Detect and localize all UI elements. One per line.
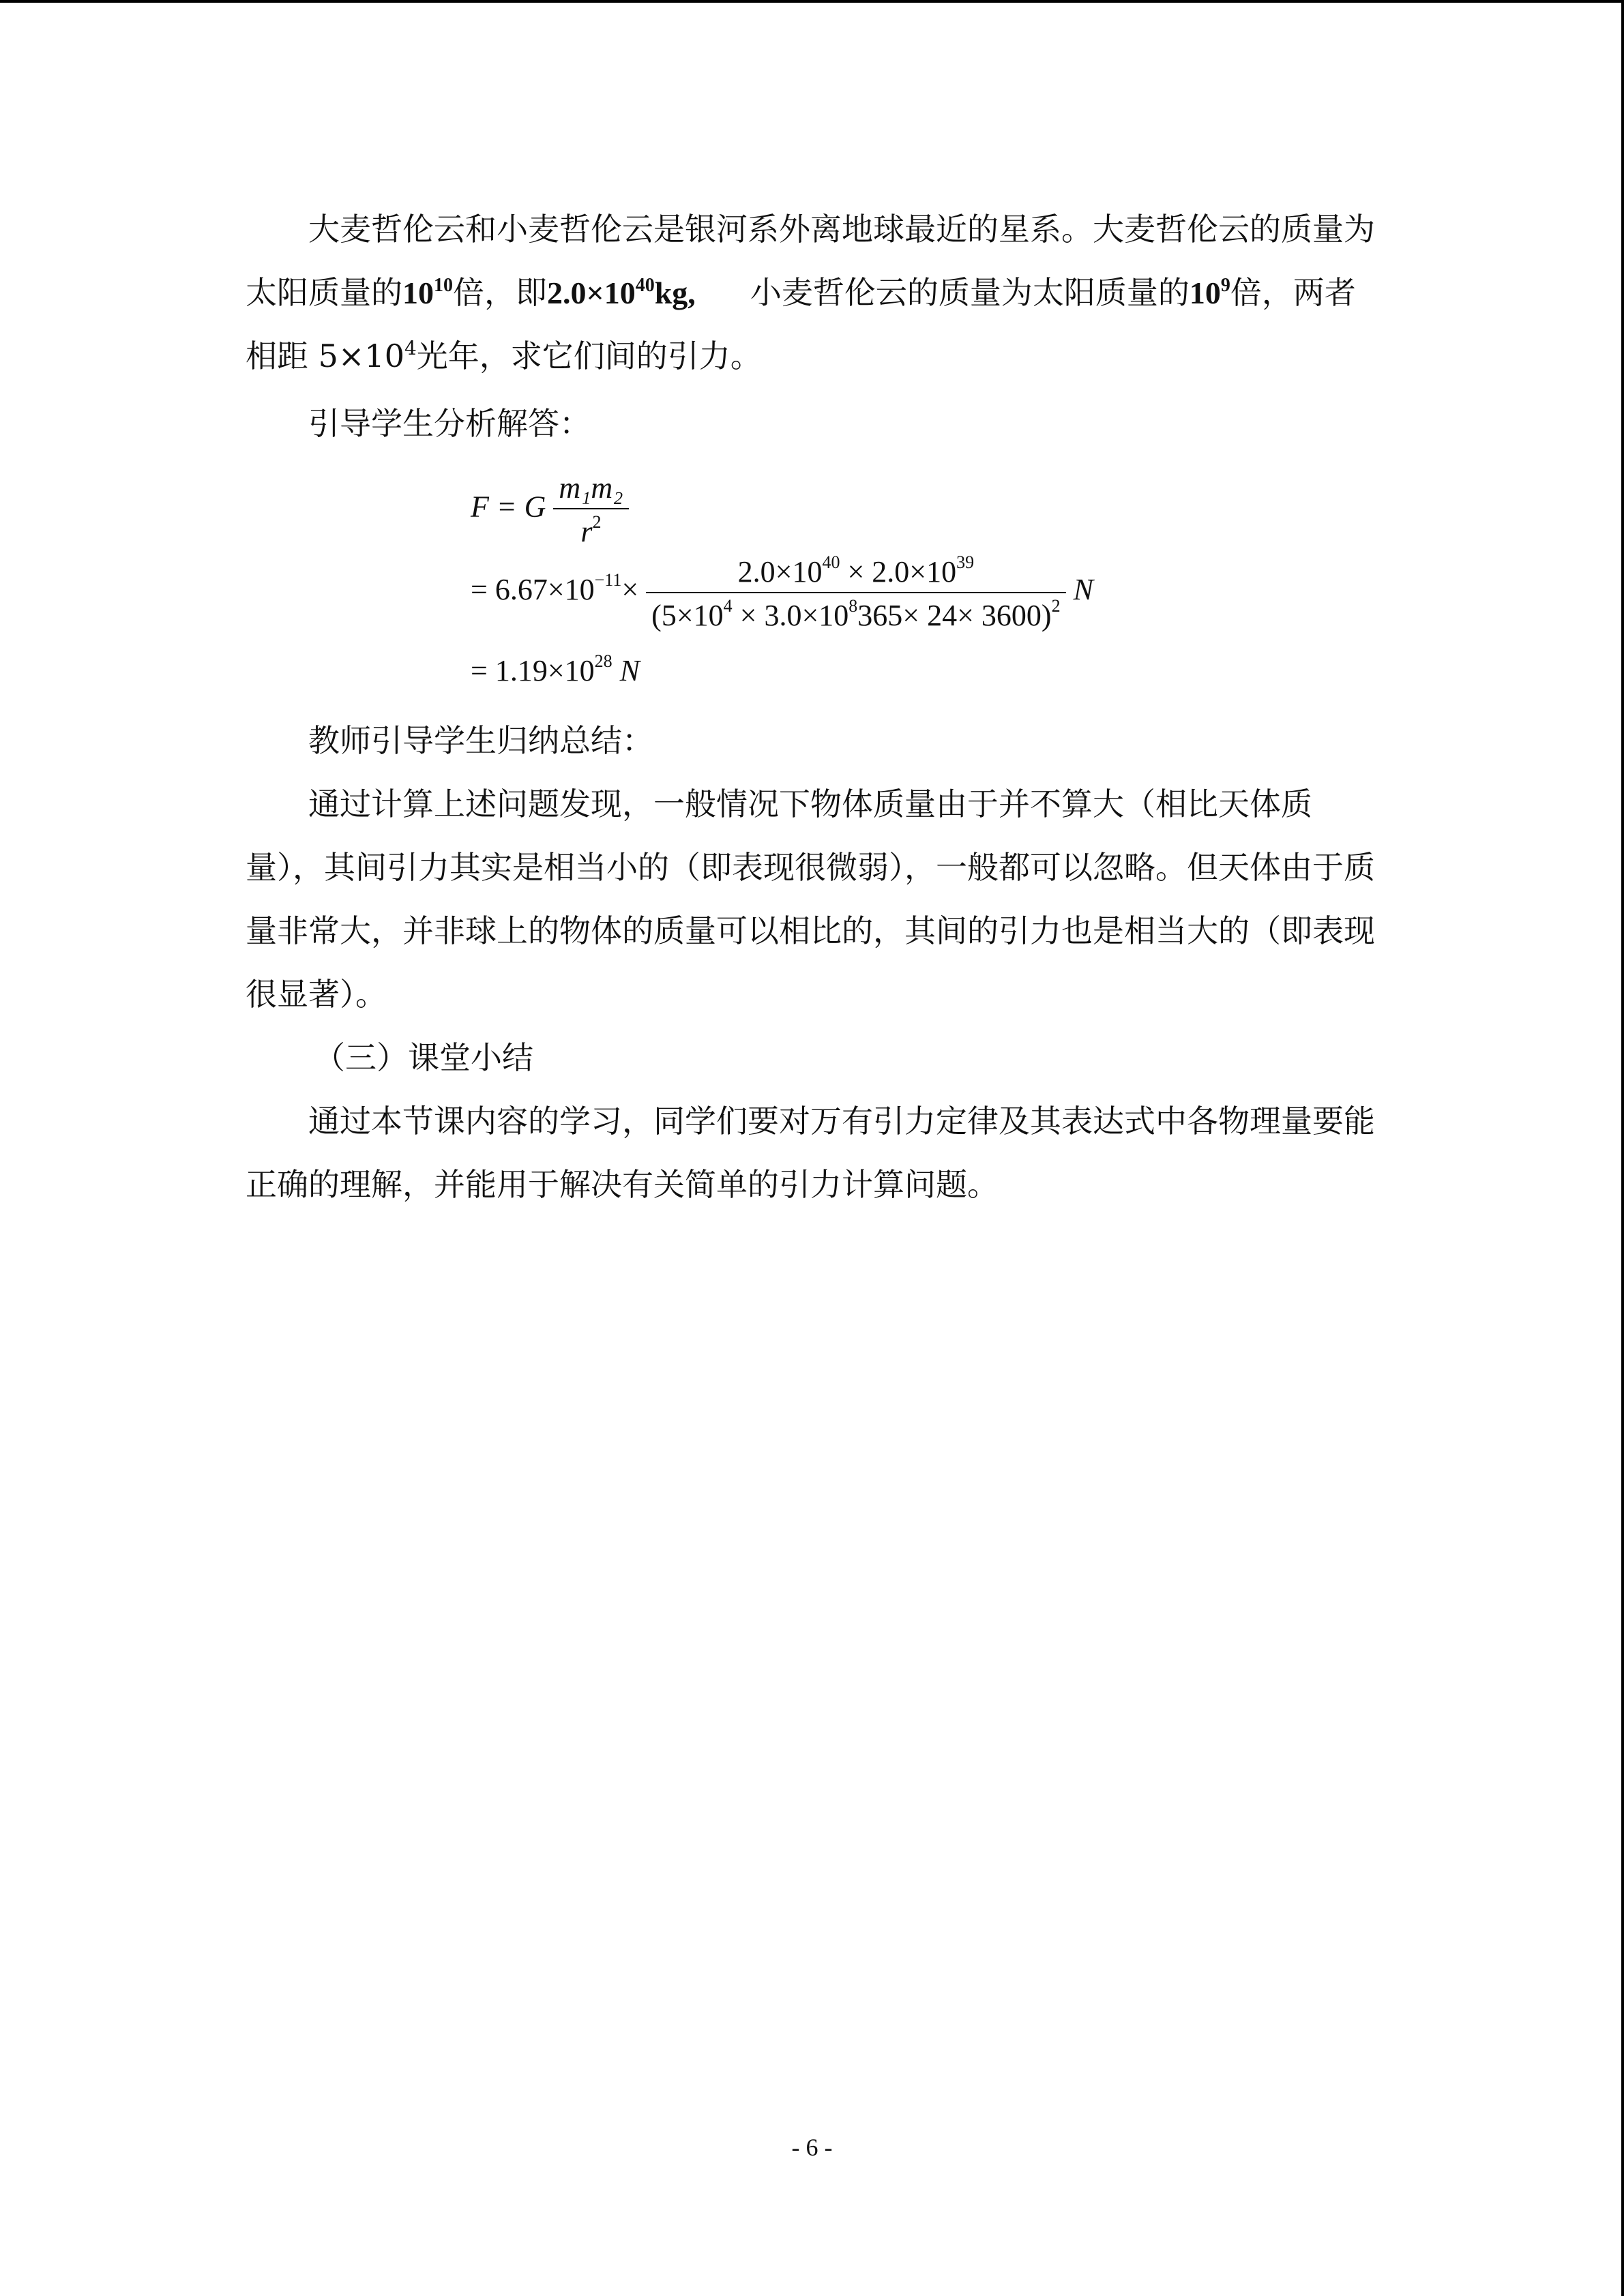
conclusion-paragraph: 通过本节课内容的学习，同学们要对万有引力定律及其表达式中各物理量要能正确的理解，并能用于解决有关简单的引力计算问题。 <box>246 1103 1375 1203</box>
problem-text-4: 倍，两者相距 5×10 <box>246 274 1356 374</box>
sun-mass-multiple-large: $10^{10}$ <box>402 275 453 310</box>
problem-paragraph <box>246 198 1378 388</box>
problem-text-3: 小麦哲伦云的质量为太阳质量的 <box>750 274 1190 311</box>
problem-text-2: 倍，即 <box>453 274 547 311</box>
sun-mass-multiple-small: $10^9$ <box>1189 275 1230 310</box>
formula-fraction-1: $\frac{\text{m₁m₂}}{r^2}$ <box>553 471 628 549</box>
formula-line-1: F = G $\frac{\text{m₁m₂}}{r^2}$ <box>471 471 629 549</box>
problem-text-1: 大麦哲伦云和小麦哲伦云是银河系外离地球最近的星系。大麦哲伦云的质量为太阳质量的 <box>246 211 1375 311</box>
page-right-border <box>1621 0 1624 2296</box>
section-heading: （三）课堂小结 <box>314 1039 533 1076</box>
page-top-border <box>0 0 1624 3</box>
problem-text-5: 光年，求它们间的引力。 <box>416 338 762 374</box>
page-number: - 6 - <box>791 2134 833 2161</box>
formula-fraction-2: $\frac{2.0\times 10^{40} \times 2.0\times 10^{39}}{(5\times 10^4 \times 3.0\times 10^8365\times 24\times 3600)^2}$ <box>646 552 1065 633</box>
formula-line-2: = $6.67\times 10^{-11}\times$ $\frac{2.0\times 10^{40} \times 2.0\times 10^{39}}{(5\times 10^4 \times 3.0\times 10^8365\times 24\times 3600)^2}$ N <box>471 552 1093 632</box>
summary-paragraph: 通过计算上述问题发现，一般情况下物体质量由于并不算大（相比天体质量），其间引力其实是相当小的（即表现很微弱），一般都可以忽略。但天体由于质量非常大，并非球上的物体的质量可以相比的，其间的引力也是相当大的（即表现很显著）。 <box>246 786 1375 1013</box>
distance-exponent: 4 <box>404 337 417 359</box>
formula-line-3: = $1.19\times 10^{28}$ N <box>471 651 640 687</box>
summary-label: 教师引导学生归纳总结： <box>308 722 653 759</box>
large-cloud-mass: $2.0\times 10^{40}kg$, <box>547 275 696 310</box>
guide-label: 引导学生分析解答： <box>308 405 591 442</box>
